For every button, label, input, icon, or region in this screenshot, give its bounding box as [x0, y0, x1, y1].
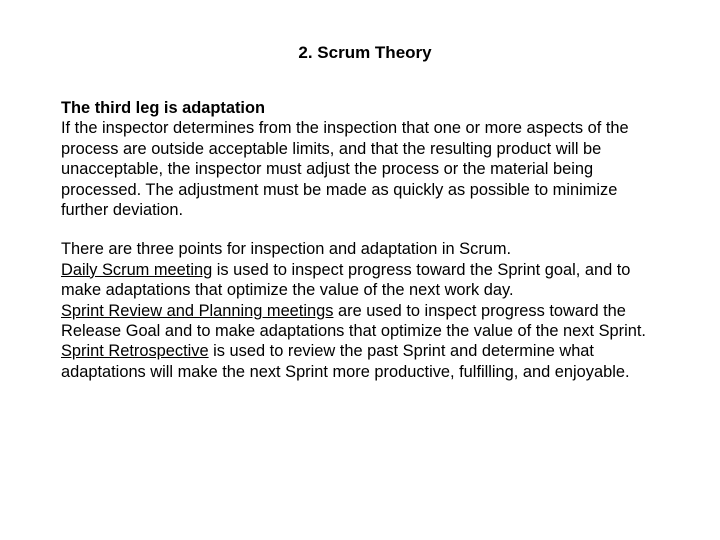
point-description-sprint-review: are used to inspect progress toward the Release Goal and to make adaptations that optimize the value of the next Sprint. — [61, 301, 646, 341]
slide-body — [61, 98, 666, 382]
section-heading: The third leg is adaptation — [61, 99, 265, 117]
point-sprint-review — [61, 301, 666, 342]
point-description-daily-scrum: is used to inspect progress toward the Sprint goal, and to make adaptations that optimize the value of the next work day. — [61, 260, 631, 300]
point-daily-scrum — [61, 260, 666, 301]
inspection-points-intro: There are three points for inspection and adaptation in Scrum. — [61, 240, 512, 259]
paragraph-spacer — [61, 220, 666, 239]
point-term-daily-scrum: Daily Scrum meeting — [61, 260, 213, 279]
point-sprint-retrospective — [61, 341, 666, 382]
point-term-sprint-review: Sprint Review and Planning meetings — [61, 301, 334, 320]
slide-title: 2. Scrum Theory — [298, 43, 432, 62]
point-term-sprint-retrospective: Sprint Retrospective — [61, 342, 209, 361]
adaptation-paragraph: If the inspector determines from the inspection that one or more aspects of the process are outside acceptable limits, and that the resulting product will be unacceptable, the inspector must adjust the process or the material being processed. The adjustment must be made as quickly as possible to minimize further deviation. — [61, 119, 629, 220]
point-description-sprint-retrospective: is used to review the past Sprint and determine what adaptations will make the next Sprint more productive, fulfilling, and enjoyable. — [61, 342, 630, 381]
